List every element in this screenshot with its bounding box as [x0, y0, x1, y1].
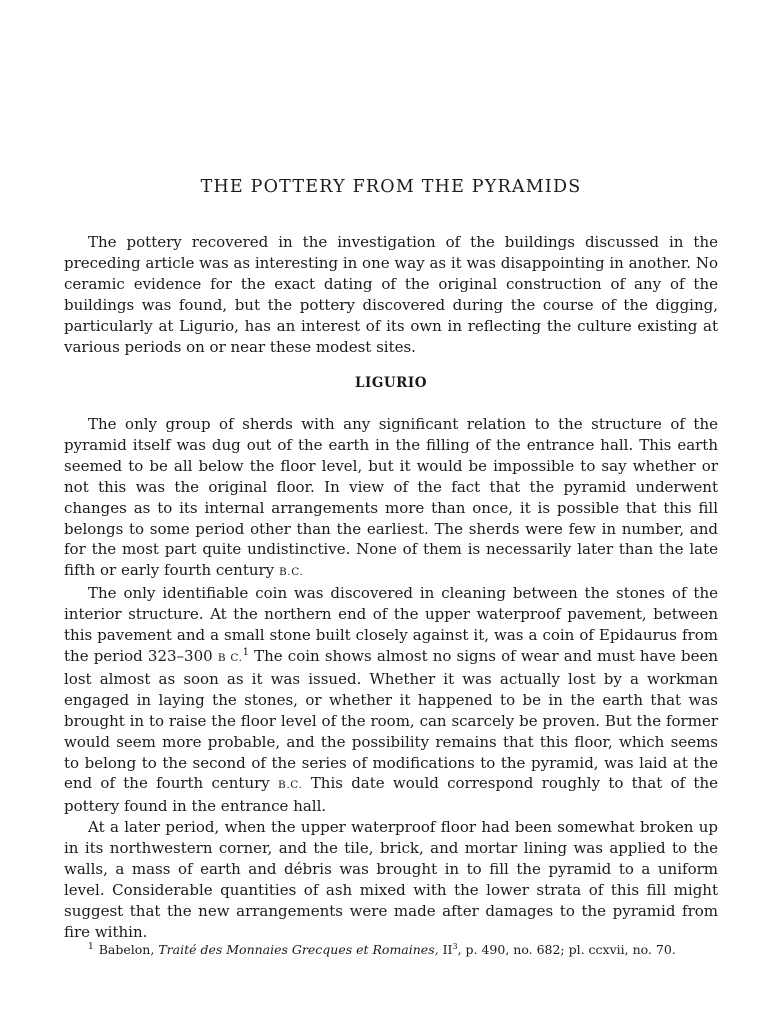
paragraph-2-text-a: The only identifiable coin was discovered in cleaning between the stones of the interior structure. At the northern end of the upper waterproof pavement, between this pavement and a small stone built closely against it, was a coin of Epidaurus from the period 323–300 — [64, 584, 718, 665]
abbr-bc: B C. — [217, 651, 243, 664]
body-text — [64, 414, 718, 943]
section-heading-ligurio: LIGURIO — [355, 375, 427, 391]
footnote-volume-superscript: 3 — [452, 941, 458, 951]
paragraph-1-text: The only group of sherds with any significant relation to the structure of the pyramid itself was dug out of the earth in the filling of the entrance hall. This earth seemed to be all below the floor level, but it would be impossible to say whether or not this was the original floor. In view of the fact that the pyramid underwent changes as to its internal arrangements more than once, it is possible that this fill belongs to some period other than the earliest. The sherds were few in number, and for the most part quite undistinctive. None of them is necessarily later than the late fifth or early fourth century — [64, 415, 718, 580]
body-paragraph-3: At a later period, when the upper waterproof floor had been somewhat broken up in its northwestern corner, and the tile, brick, and mortar lining was applied to the walls, a mass of earth and débris was brought in to fill the pyramid to a uniform level. Considerable quantities of ash mixed with the lower strata of this fill might suggest that the new arrangements were made after damages to the pyramid from fire within. — [64, 818, 718, 941]
intro-paragraph: The pottery recovered in the investigation of the buildings discussed in the preceding article was as interesting in one way as it was disappointing in another. No ceramic evidence for the exact dating of the original construction of any of the buildings was found, but the pottery discovered during the course of the digging, particularly at Ligurio, has an interest of its own in reflecting the culture existing at various periods on or near these modest sites. — [64, 233, 718, 356]
abbr-bc: B.C. — [278, 779, 303, 792]
paragraph-2-text-b: The coin shows almost no signs of wear and must have been lost almost as soon as it was issued. Whether it was actually lost by a workman engaged in laying the stones, or whether it happened to be in the earth that was brought in to raise the floor level of the room, can scarcely be proven. But the former would seem more probable, and the possibility remains that this floor, which seems to belong to the second of the series of modifications to the pyramid, was laid at the end of the fourth century — [64, 646, 718, 793]
footnote-reference[interactable]: 1 — [242, 646, 249, 658]
footnote-work-title: Traité des Monnaies Grecques et Romaines, — [158, 942, 439, 957]
article-title: THE POTTERY FROM THE PYRAMIDS — [200, 177, 582, 197]
body-paragraph-1 — [64, 414, 718, 583]
footnote-mark: 1 — [88, 941, 94, 952]
footnote-volume: II — [442, 942, 453, 957]
footnote — [88, 942, 718, 958]
body-paragraph-2 — [64, 583, 718, 817]
abbr-bc: B.C. — [278, 566, 304, 579]
footnote-author: Babelon, — [98, 942, 155, 957]
footnote-citation: , p. 490, no. 682; pl. ccxvii, no. 70. — [457, 942, 676, 957]
paragraph-2-text-c: This date would correspond roughly to that of the pottery found in the entrance hall. — [64, 774, 718, 816]
